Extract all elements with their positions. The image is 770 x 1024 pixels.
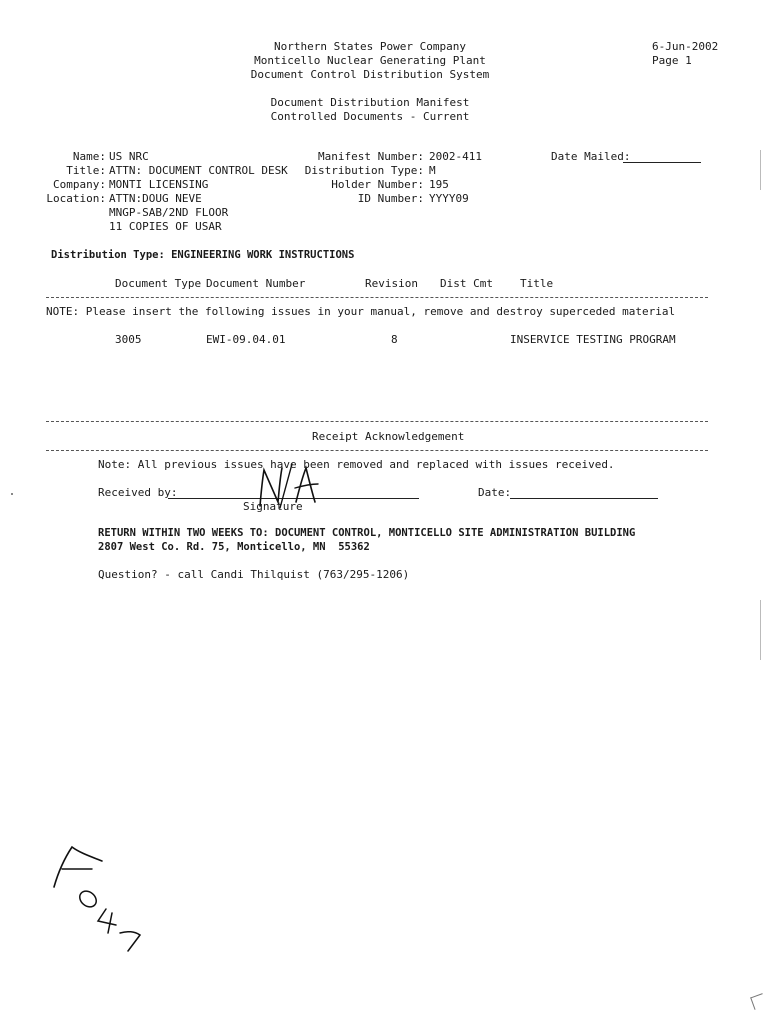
page-number: Page 1 [652,54,692,67]
scan-edge-mark [750,993,767,1010]
question-contact: Question? - call Candi Thilquist (763/295-1206) [98,568,410,581]
plant-name: Monticello Nuclear Generating Plant [254,54,486,67]
date-mailed-label: Date Mailed: [551,150,631,163]
return-address-line: 2807 West Co. Rd. 75, Monticello, MN 55362 [98,541,370,553]
id-number-label: ID Number: [357,192,424,205]
id-number: YYYY09 [429,192,469,205]
column-header-title: Title [520,277,554,290]
distribution-type-line: Distribution Type: ENGINEERING WORK INSTRUCTIONS [51,249,355,261]
column-header-document-type: Document Type [115,277,202,290]
holder-number-label: Holder Number: [331,178,424,191]
manifest-number-label: Manifest Number: [318,150,424,163]
recipient-company: MONTI LICENSING [109,178,209,191]
distribution-type-code: M [429,164,436,177]
row-revision: 8 [391,333,398,346]
row-title: INSERVICE TESTING PROGRAM [510,333,676,346]
divider [46,421,708,422]
receipt-heading: Receipt Acknowledgement [312,430,465,443]
scan-edge-mark [760,150,761,190]
company-name: Northern States Power Company [273,40,467,53]
holder-number: 195 [429,178,449,191]
received-by-label: Received by: [98,486,178,499]
column-header-dist-cmt: Dist Cmt [440,277,493,290]
location-label: Location: [46,192,106,205]
divider [46,450,708,451]
signature-label: Signature [243,500,303,513]
manifest-subtitle: Controlled Documents - Current [270,110,470,123]
date-label: Date: [478,486,512,499]
handwritten-na-mark [252,462,322,512]
row-doc-type: 3005 [115,333,142,346]
location-line: ATTN:DOUG NEVE [109,192,202,205]
return-instruction-line: RETURN WITHIN TWO WEEKS TO: DOCUMENT CONTROL, MONTICELLO SITE ADMINISTRATION BUILDING [98,527,636,539]
company-label: Company: [53,178,106,191]
title-label: Title: [66,164,106,177]
name-label: Name: [72,150,106,163]
manifest-title: Document Distribution Manifest [270,96,470,109]
column-header-document-number: Document Number [206,277,306,290]
scan-speck [11,493,13,495]
manifest-number: 2002-411 [429,150,482,163]
recipient-title: ATTN: DOCUMENT CONTROL DESK [109,164,288,177]
date-mailed-line [623,162,701,163]
recipient-name: US NRC [109,150,149,163]
handwritten-code-annotation [40,835,150,955]
system-name: Document Control Distribution System [250,68,490,81]
date-line [510,498,658,499]
location-line: 11 COPIES OF USAR [109,220,222,233]
insert-note: NOTE: Please insert the following issues in your manual, remove and destroy superceded material [46,305,676,318]
receipt-note: Note: All previous issues have been removed and replaced with issues received. [98,458,615,471]
report-date: 6-Jun-2002 [652,40,719,53]
column-header-revision: Revision [365,277,418,290]
divider [46,297,708,298]
location-line: MNGP-SAB/2ND FLOOR [109,206,229,219]
distribution-type-label: Distribution Type: [304,164,424,177]
scan-edge-mark [760,600,761,660]
row-doc-number: EWI-09.04.01 [206,333,286,346]
